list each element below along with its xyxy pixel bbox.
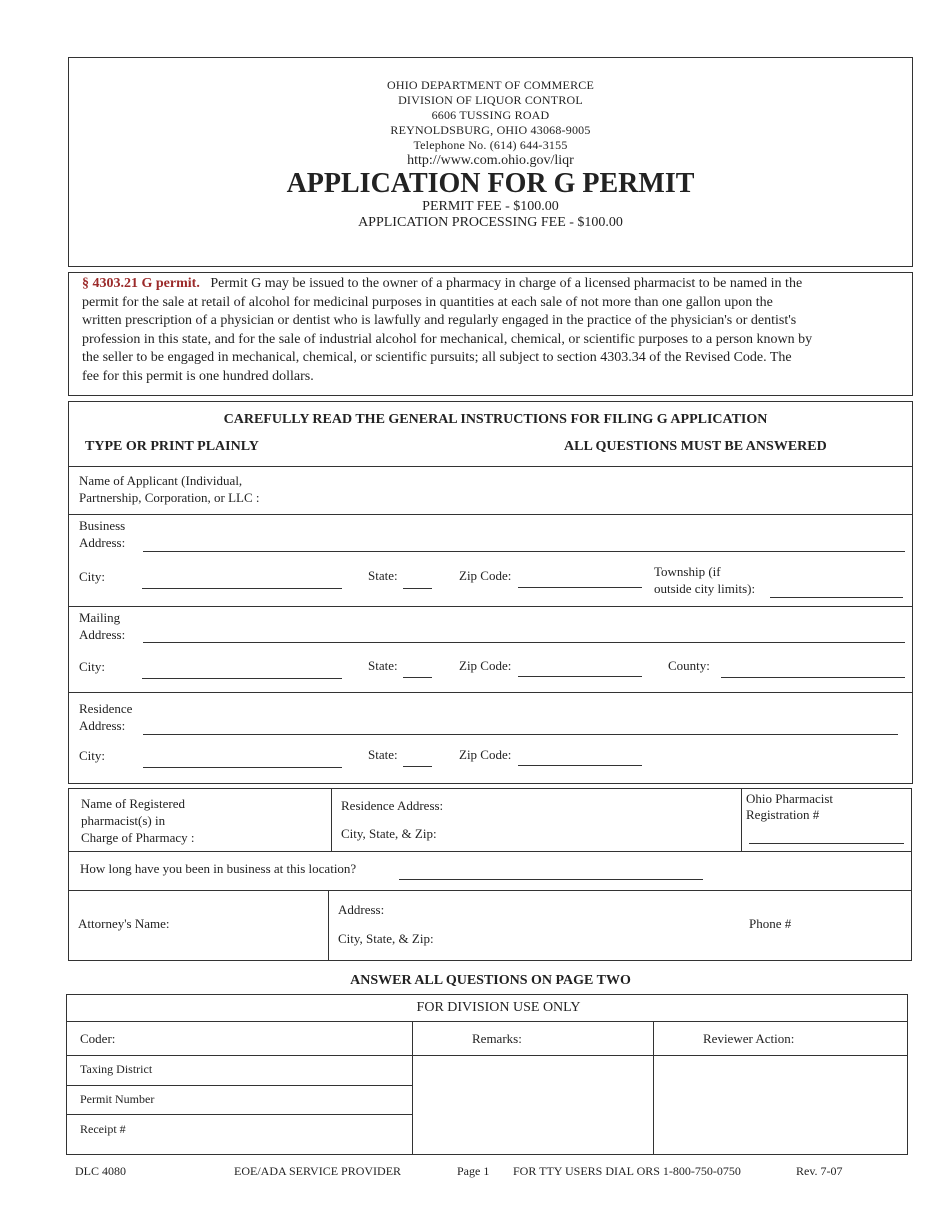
residence-state-field[interactable]	[403, 766, 432, 767]
residence-zip-label: Zip Code:	[459, 747, 512, 762]
revision: Rev. 7-07	[796, 1164, 843, 1178]
business-city-field[interactable]	[142, 588, 342, 589]
taxing-district-label: Taxing District	[80, 1062, 153, 1076]
business-address-label: Business	[79, 518, 126, 533]
form-box	[68, 401, 913, 784]
residence-address-label: Residence	[79, 701, 133, 716]
mailing-state-label: State:	[368, 658, 398, 673]
reviewer-action-label: Reviewer Action:	[703, 1031, 795, 1046]
divider	[68, 514, 913, 515]
business-zip-label: Zip Code:	[459, 568, 512, 583]
tty-notice: FOR TTY USERS DIAL ORS 1-800-750-0750	[513, 1164, 741, 1178]
attorney-phone-label: Phone #	[749, 916, 792, 931]
receipt-label: Receipt #	[80, 1122, 126, 1136]
divider	[331, 788, 332, 851]
residence-city-label: City:	[79, 748, 106, 763]
page-number: Page 1	[457, 1164, 490, 1178]
permit-fee: PERMIT FEE - $100.00	[422, 199, 559, 214]
township-label: Township (if	[654, 564, 721, 579]
business-address-field[interactable]	[143, 551, 905, 552]
how-long-label: How long have you been in business at this location?	[80, 861, 357, 876]
applicant-name-label-2: Partnership, Corporation, or LLC :	[79, 490, 260, 505]
city-state-zip: REYNOLDSBURG, OHIO 43068-9005	[390, 123, 591, 137]
business-address-label-2: Address:	[79, 535, 126, 550]
ohio-pharmacist-label: Ohio Pharmacist	[746, 791, 834, 806]
divider	[68, 890, 912, 891]
pharmacist-name-label: Name of Registered	[81, 796, 185, 811]
applicant-name-label: Name of Applicant (Individual,	[79, 473, 243, 488]
divider	[66, 1055, 908, 1056]
divider	[741, 788, 742, 851]
eoe-statement: EOE/ADA SERVICE PROVIDER	[234, 1164, 402, 1178]
statute-line: Permit G may be issued to the owner of a pharmacy in charge of a licensed pharmacist to be named in the	[210, 276, 803, 291]
divider	[68, 851, 912, 852]
type-or-print: TYPE OR PRINT PLAINLY	[85, 439, 259, 454]
residence-address-label-2: Address:	[79, 718, 126, 733]
pharmacist-name-label-2: pharmacist(s) in	[81, 813, 166, 828]
county-label: County:	[668, 658, 710, 673]
mailing-zip-label: Zip Code:	[459, 658, 512, 673]
divider	[328, 890, 329, 961]
mailing-address-label-2: Address:	[79, 627, 126, 642]
agency-name: OHIO DEPARTMENT OF COMMERCE	[386, 78, 595, 92]
statute-text	[82, 275, 902, 386]
mailing-zip-field[interactable]	[518, 676, 642, 677]
remarks-label: Remarks:	[472, 1031, 522, 1046]
all-questions: ALL QUESTIONS MUST BE ANSWERED	[564, 439, 827, 454]
pharmacist-city-state-zip-label: City, State, & Zip:	[341, 826, 437, 841]
divider	[66, 1085, 412, 1086]
mailing-state-field[interactable]	[403, 677, 432, 678]
read-instructions: CAREFULLY READ THE GENERAL INSTRUCTIONS FOR FILING G APPLICATION	[223, 412, 768, 427]
pharmacist-name-label-3: Charge of Pharmacy :	[81, 830, 195, 845]
business-city-label: City:	[79, 569, 106, 584]
township-label-2: outside city limits):	[654, 581, 756, 596]
mailing-address-label: Mailing	[79, 610, 121, 625]
answer-all-notice: ANSWER ALL QUESTIONS ON PAGE TWO	[350, 973, 631, 988]
statute-line: fee for this permit is one hundred dollars.	[82, 368, 314, 384]
website-link[interactable]: http://www.com.ohio.gov/liqr	[407, 153, 574, 168]
divider	[412, 1021, 413, 1155]
processing-fee: APPLICATION PROCESSING FEE - $100.00	[358, 215, 623, 230]
divider	[653, 1021, 654, 1155]
street-address: 6606 TUSSING ROAD	[431, 108, 550, 122]
page-title: APPLICATION FOR G PERMIT	[286, 168, 695, 199]
residence-city-field[interactable]	[143, 767, 342, 768]
statute-line: profession in this state, and for the sale of industrial alcohol for mechanical, chemical, or scientific purposes to a person known by	[82, 331, 813, 347]
division-use-box	[66, 994, 908, 1155]
divider	[68, 606, 913, 607]
business-zip-field[interactable]	[518, 587, 642, 588]
divider	[68, 466, 913, 467]
business-state-field[interactable]	[403, 588, 432, 589]
attorney-name-label: Attorney's Name:	[78, 916, 170, 931]
attorney-city-state-zip-label: City, State, & Zip:	[338, 931, 434, 946]
agency-header	[68, 78, 913, 231]
pharmacist-residence-label: Residence Address:	[341, 798, 444, 813]
mailing-address-field[interactable]	[143, 642, 905, 643]
registration-number-field[interactable]	[749, 843, 904, 844]
residence-state-label: State:	[368, 747, 398, 762]
residence-zip-field[interactable]	[518, 765, 642, 766]
divider	[66, 1114, 412, 1115]
statute-line: permit for the sale at retail of alcohol for medicinal purposes in quantities at each sale of not more than one gallon upon the	[82, 294, 773, 310]
statute-citation: § 4303.21 G permit.	[82, 276, 200, 291]
residence-address-field[interactable]	[143, 734, 898, 735]
divider	[68, 692, 913, 693]
township-field[interactable]	[770, 597, 903, 598]
attorney-address-label: Address:	[338, 902, 385, 917]
coder-label: Coder:	[80, 1031, 116, 1046]
telephone: Telephone No. (614) 644-3155	[413, 138, 568, 152]
division-name: DIVISION OF LIQUOR CONTROL	[398, 93, 583, 107]
permit-number-label: Permit Number	[80, 1092, 155, 1106]
county-field[interactable]	[721, 677, 905, 678]
division-use-title: FOR DIVISION USE ONLY	[416, 1000, 581, 1015]
how-long-field[interactable]	[399, 879, 703, 880]
form-number: DLC 4080	[75, 1164, 126, 1178]
mailing-city-field[interactable]	[142, 678, 342, 679]
business-state-label: State:	[368, 568, 398, 583]
ohio-pharmacist-label-2: Registration #	[746, 807, 820, 822]
mailing-city-label: City:	[79, 659, 106, 674]
statute-line: written prescription of a physician or dentist who is lawfully and regularly engaged in the practice of the physician's or dentist's	[82, 313, 797, 328]
statute-line: the seller to be engaged in mechanical, chemical, or scientific pursuits; all subject to section 4303.34 of the Revised Code. The	[82, 350, 792, 365]
divider	[66, 1021, 908, 1022]
